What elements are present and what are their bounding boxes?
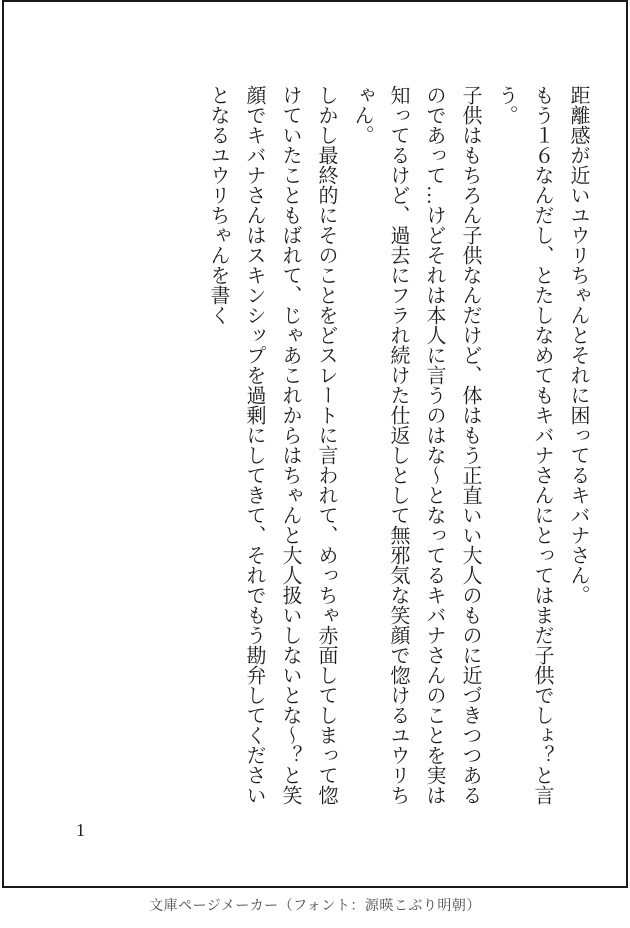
body-text bbox=[200, 85, 596, 830]
text-line: しかし最終的にそのことをどスレートに言われて、めっちゃ赤面してしまって惚 bbox=[315, 85, 337, 805]
text-line: 顔でキバナさんはスキンシップを過剰にしてきて、それでもう勘弁してください bbox=[243, 85, 265, 805]
text-line: もう１６なんだし、とたしなめてもキバナさんにとってはまだ子供でしょ？と言 bbox=[531, 85, 553, 805]
text-line: う。 bbox=[495, 85, 517, 125]
page-number: 1 bbox=[76, 820, 85, 840]
text-line: のであって…けどそれは本人に言うのはな〜となってるキバナさんのことを実は bbox=[423, 85, 445, 805]
text-line: となるユウリちゃんを書く bbox=[207, 85, 229, 325]
text-line: 知ってるけど、過去にフラれ続けた仕返しとして無邪気な笑顔で惚けるユウリち bbox=[387, 85, 409, 805]
text-line: 子供はもちろん子供なんだけど、体はもう正直いい大人のものに近づきつつある bbox=[459, 85, 481, 805]
footer-caption: 文庫ページメーカー（フォント：源暎こぶり明朝） bbox=[149, 899, 481, 914]
text-line: ゃん。 bbox=[351, 85, 373, 145]
text-line: けていたこともばれて、じゃあこれからはちゃんと大人扱いしないとな〜？と笑 bbox=[279, 85, 301, 805]
text-line: 距離感が近いユウリちゃんとそれに困ってるキバナさん。 bbox=[567, 85, 589, 605]
